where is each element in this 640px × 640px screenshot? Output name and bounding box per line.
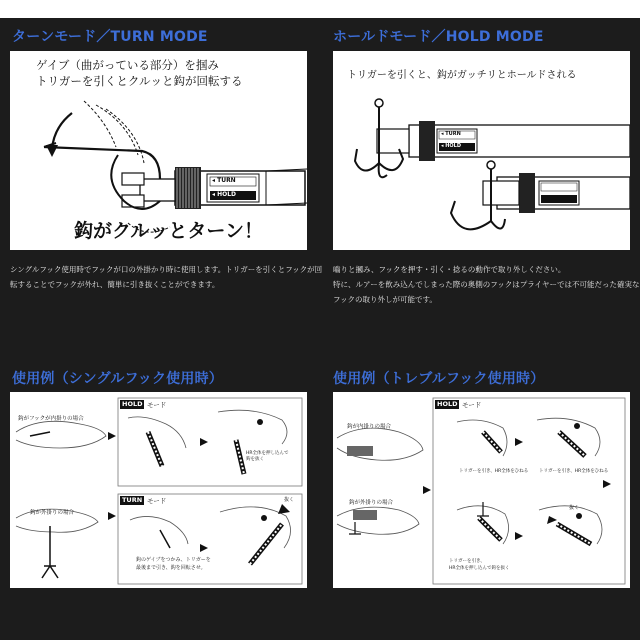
usage-treble-heading: 使用例（トレブルフック使用時）: [333, 371, 545, 387]
hold-upper-hold-label: ◂ HOLD: [441, 143, 462, 149]
single-turn-mode-label: モード: [147, 497, 167, 505]
single-pull-label: 抜く: [284, 497, 295, 503]
hold-caption-line3: フックの取り外しが可能です。: [333, 295, 437, 304]
treble-step3-note-line2: HR全体を押し込んで鈎を抜く: [449, 566, 510, 571]
single-case-outer: 鈎が外掛りの場合: [30, 510, 75, 516]
single-hold-mode-label: モード: [147, 401, 167, 409]
usage-single-panel: [10, 392, 307, 588]
treble-hold-badge: HOLD: [437, 400, 458, 408]
single-hold-note-line2: 鈎を抜く: [246, 457, 264, 462]
turn-desc-line2: トリガーを引くとクルッと鈎が回転する: [36, 74, 243, 88]
treble-hold-mode-label: モード: [462, 401, 482, 409]
single-hold-badge: HOLD: [122, 400, 143, 408]
turn-big-caption: 鈎がクルッとターン！: [74, 220, 264, 242]
usage-single-heading: 使用例（シングルフック使用時）: [12, 371, 223, 387]
treble-pull-label: 抜く: [569, 505, 580, 511]
single-hold-note-line1: HR全体を押し込んで: [246, 451, 289, 456]
single-turn-note-line2: 最後まで引き、鈎を回転させ。: [136, 565, 206, 571]
turn-desc-line1: ゲイブ（曲がっている部分）を掴み: [36, 58, 219, 72]
treble-step1-note: トリガーを引き、HR全体をひねる: [459, 469, 529, 474]
hold-mode-caption: [333, 262, 640, 307]
hold-desc: トリガーを引くと、鈎がガッチリとホールドされる: [347, 70, 577, 81]
single-case-inner: 鈎がフックが内掛りの場合: [18, 416, 84, 422]
hold-caption-line2: 特に、ルアーを飲み込んでしまった際の奥側のフックはプライヤーでは不可能だった確実な: [333, 280, 640, 289]
single-turn-badge: TURN: [122, 496, 143, 504]
hold-upper-turn-label: ◂ TURN: [441, 131, 461, 137]
turn-band-turn-label: ◂ TURN: [212, 177, 236, 184]
hold-mode-heading: ホールドモード／HOLD MODE: [333, 29, 544, 45]
hold-caption-line1: 嚙りと摑み、フックを押す・引く・捻るの動作で取り外しください。: [333, 265, 566, 274]
turn-mode-caption: [10, 262, 322, 292]
treble-step3-note-line1: トリガーを引き、: [449, 559, 485, 564]
hold-mode-panel: [333, 51, 630, 250]
treble-case-inner: 鈎が内掛りの場合: [347, 424, 392, 430]
turn-caption-line2: 転することでフックが外れ、簡単に引き抜くことができます。: [10, 280, 220, 289]
treble-step2-note: トリガーを引き、HR全体をひねる: [539, 469, 609, 474]
treble-case-outer: 鈎が外掛りの場合: [349, 500, 394, 506]
turn-caption-line1: シングルフック使用時でフックが口の外掛かり時に使用します。トリガーを引くとフックが回: [10, 265, 323, 274]
turn-mode-heading: ターンモード／TURN MODE: [12, 29, 208, 45]
turn-mode-panel: [10, 51, 307, 250]
usage-treble-panel: [333, 392, 630, 588]
turn-band-hold-label: ◂ HOLD: [212, 191, 237, 198]
single-turn-note-line1: 鈎のゲイブをつかみ、トリガーを: [136, 557, 211, 563]
top-white-strip: [0, 0, 640, 18]
